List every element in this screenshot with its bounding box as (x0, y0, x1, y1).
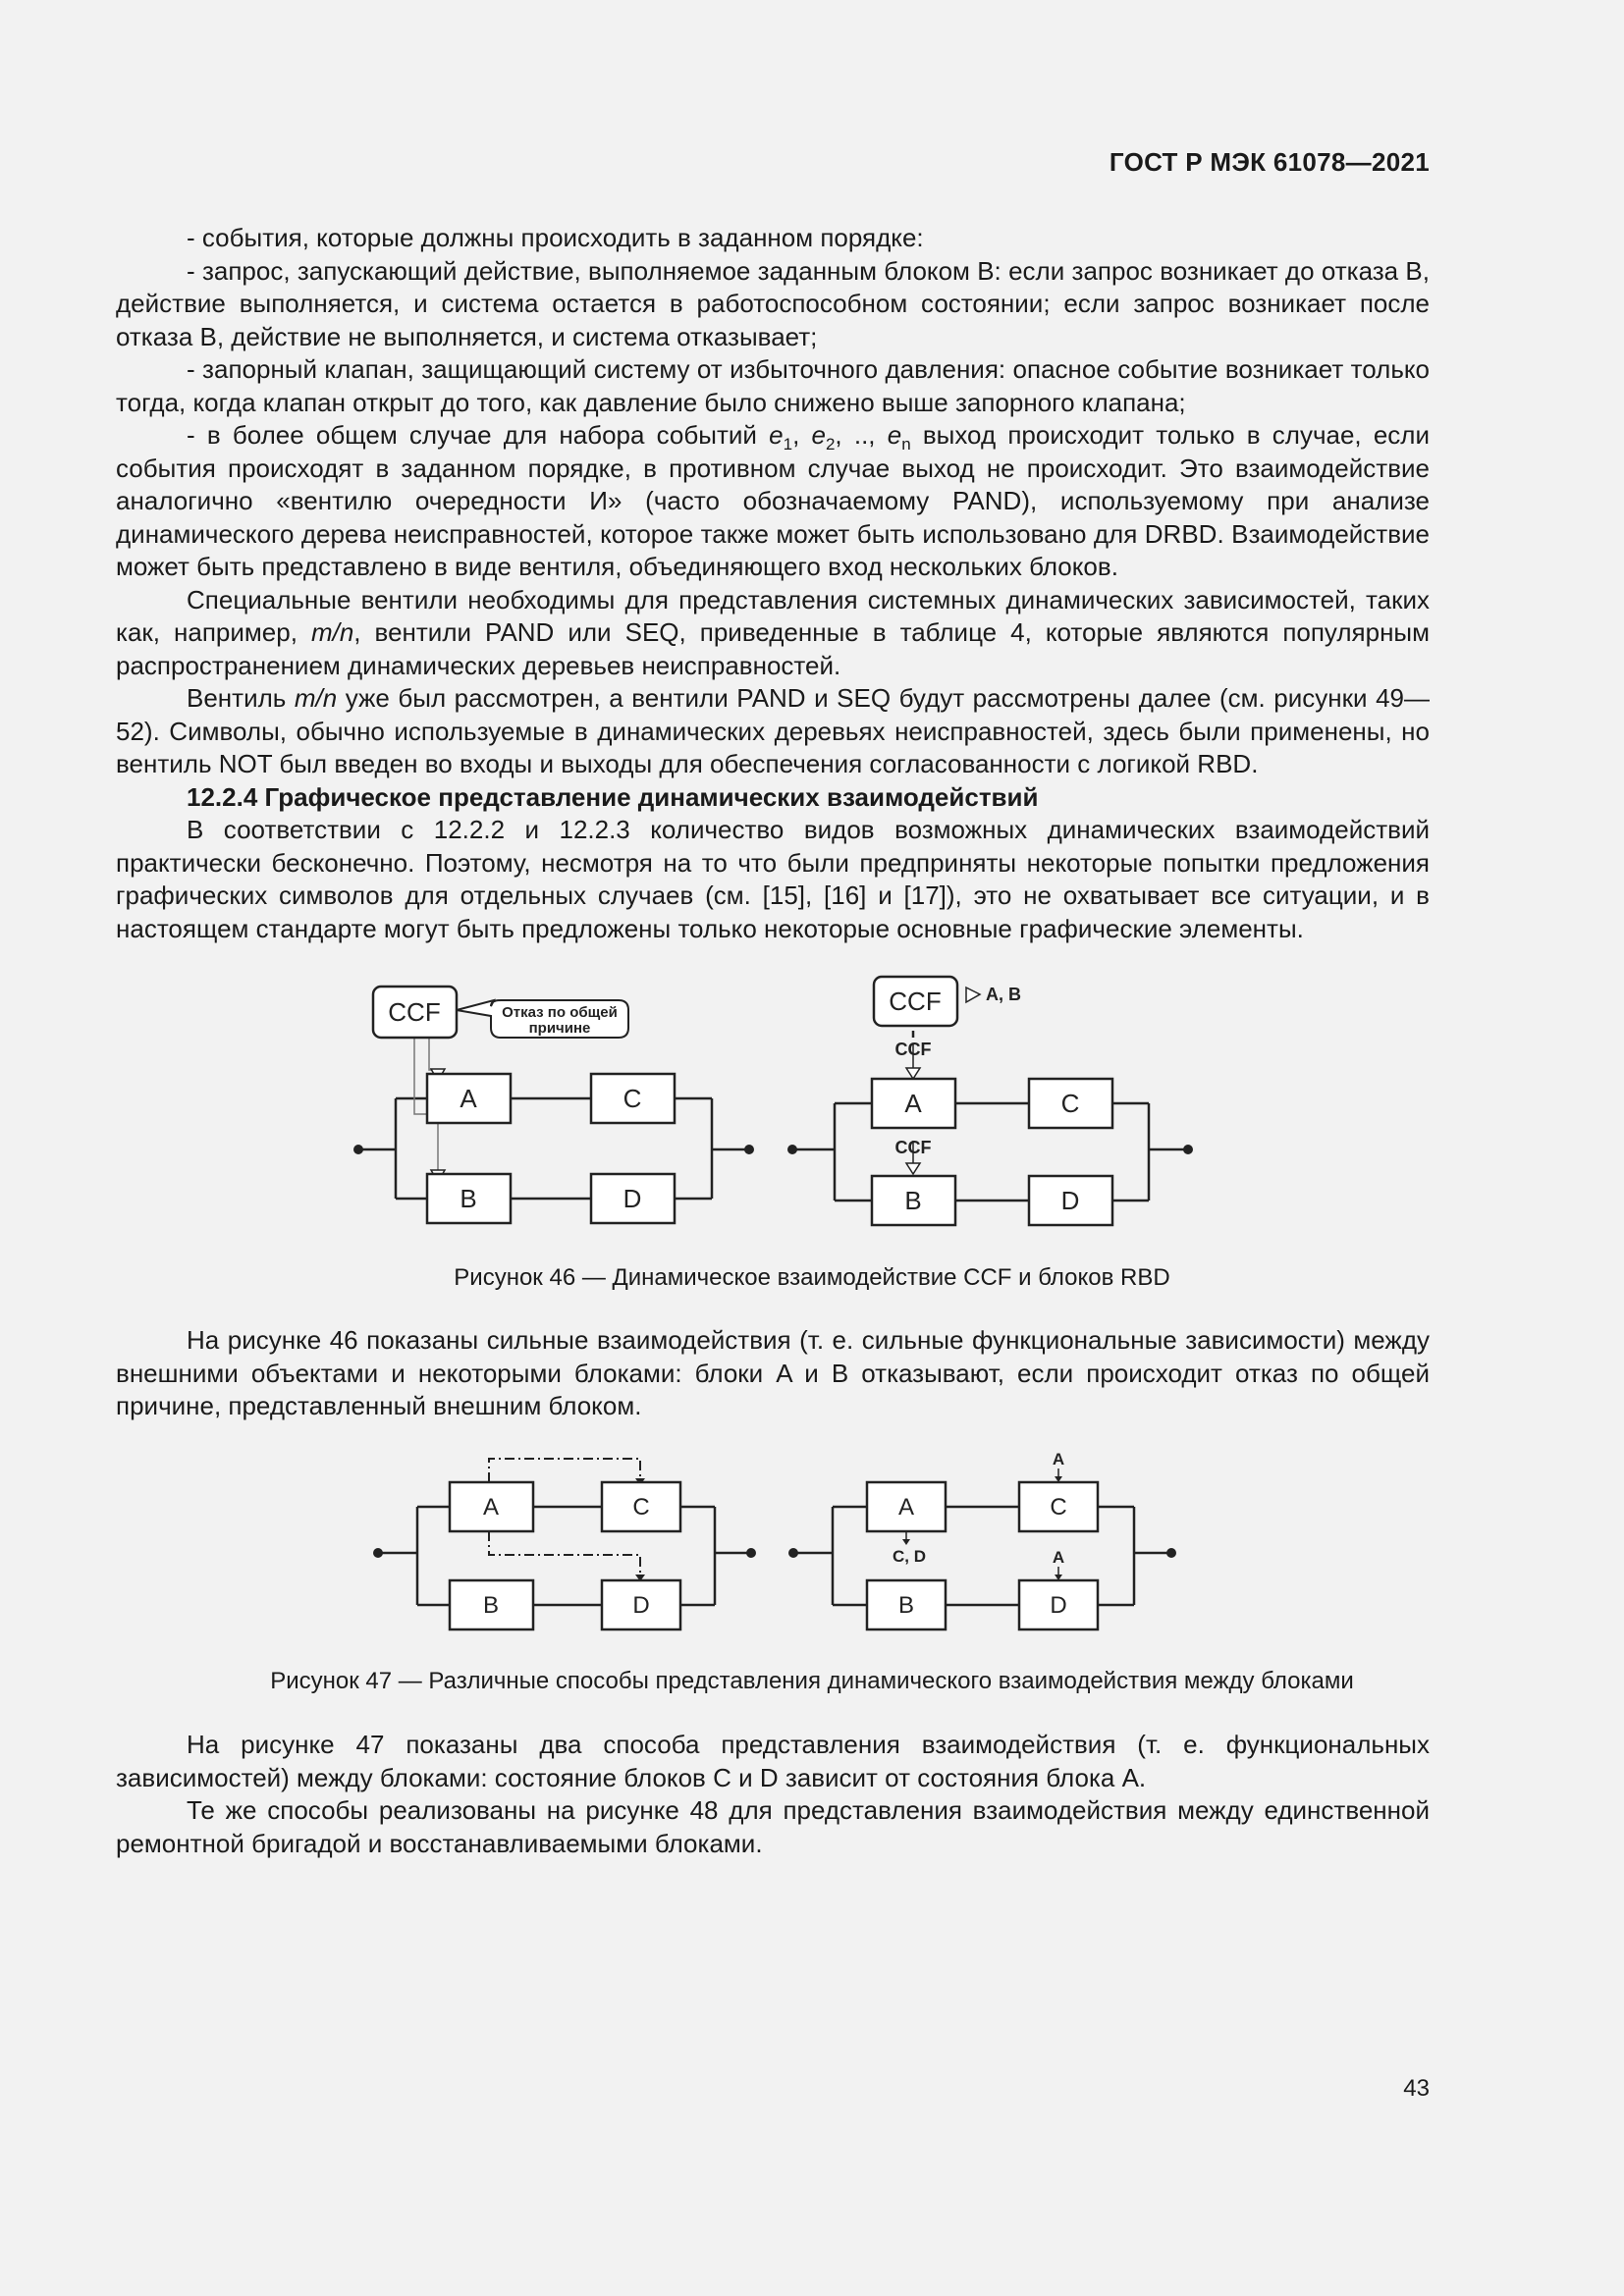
body-text (116, 222, 1430, 945)
paragraph: - в более общем случае для набора событий $e_1$, $e_2$, .., $e_n$ выход происходит только в случае, если события происходят в заданном порядке, в противном случае выход не происходит. Это взаимодействие аналогично «вентилю очередности И» (часто обозначаемому PAND), используемому при анализе динамического дерева неисправностей, которое также может быть использовано для DRBD. Взаимодействие может быть представлено в виде вентиля, объединяющего вход нескольких блоков. (116, 420, 1430, 581)
body-text (116, 1324, 1430, 1423)
block-d-label: D (623, 1184, 642, 1213)
paragraph: - запорный клапан, защищающий систему от избыточного давления: опасное событие возникает только тогда, когда клапан открыт до того, как давление было снижено выше запорного клапана; (116, 354, 1430, 417)
block-a-label: A (904, 1089, 922, 1118)
block-c-label: C (623, 1084, 642, 1113)
section-heading: 12.2.4 Графическое представление динамических взаимодействий (187, 781, 1039, 812)
block-d-label: D (1060, 1186, 1080, 1215)
page-number: 43 (1403, 2075, 1430, 2102)
paragraph: - события, которые должны происходить в заданном порядке: (187, 223, 924, 252)
ab-label: A, B (986, 985, 1021, 1004)
block-a-label: A (460, 1084, 477, 1113)
ccf-label: CCF (889, 987, 942, 1016)
dependency-label: A (1052, 1548, 1065, 1567)
dependency-label: C, D (893, 1547, 926, 1566)
paragraph: Специальные вентили необходимы для представления системных динамических зависимостей, таких как, например, m/n, вентили PAND или SEQ, приведенные в таблице 4, которые являются популярным распространением динамических деревьев неисправностей. (116, 584, 1430, 680)
paragraph: На рисунке 46 показаны сильные взаимодействия (т. е. сильные функциональные зависимости) между внешними объектами и некоторыми блоками: блоки A и B отказывают, если происходит отказ по общей причине, представленный внешним блоком. (116, 1325, 1430, 1420)
paragraph: На рисунке 47 показаны два способа представления взаимодействия (т. е. функциональных зависимостей) между блоками: состояние блоков C и D зависит от состояния блока A. (116, 1730, 1430, 1792)
block-b-label: B (460, 1184, 477, 1213)
document-header: ГОСТ Р МЭК 61078—2021 (1109, 147, 1430, 177)
block-c-label: C (1060, 1089, 1080, 1118)
block-c-label: C (632, 1494, 650, 1521)
ccf-label: CCF (388, 997, 441, 1027)
callout-text: причине (528, 1020, 591, 1037)
dependency-label: A (1052, 1450, 1065, 1468)
body-text (116, 1729, 1430, 1860)
figure-46-diagram (334, 967, 1218, 1232)
block-a-label: A (897, 1494, 915, 1521)
ccf-small-label: CCF (894, 1040, 932, 1059)
paragraph: В соответствии с 12.2.2 и 12.2.3 количество видов возможных динамических взаимодействий практически бесконечно. Поэтому, несмотря на то что были предприняты некоторые попытки предложения графических символов для отдельных случаев (см. [15], [16] и [17]), это не охватывает все ситуации, и в настоящем стандарте могут быть предложены только некоторые основные графические элементы. (116, 815, 1430, 943)
block-b-label: B (897, 1592, 915, 1619)
block-d-label: D (1050, 1592, 1067, 1619)
paragraph: Те же способы реализованы на рисунке 48 для представления взаимодействия между единственной ремонтной бригадой и восстанавливаемыми блоками. (116, 1795, 1430, 1858)
callout-text: Отказ по общей (502, 1004, 618, 1021)
block-a-label: A (482, 1494, 500, 1521)
ccf-small-label: CCF (894, 1138, 932, 1157)
paragraph: - запрос, запускающий действие, выполняемое заданным блоком B: если запрос возникает до отказа B, действие выполняется, и система остается в работоспособном состоянии; если запрос возникает после отказа B, действие не выполняется, и система отказывает; (116, 255, 1430, 351)
block-d-label: D (632, 1592, 650, 1619)
block-b-label: B (482, 1592, 500, 1619)
figure-47-caption: Рисунок 47 — Различные способы представления динамического взаимодействия между блоками (270, 1668, 1354, 1694)
block-c-label: C (1050, 1494, 1067, 1521)
figure-47-diagram (363, 1445, 1218, 1641)
paragraph: Вентиль m/n уже был рассмотрен, а вентили PAND и SEQ будут рассмотрены далее (см. рисунки 49—52). Символы, обычно используемые в динамических деревьях неисправностей, здесь были применены, но вентиль NOT был введен во входы и выходы для обеспечения согласованности с логикой RBD. (116, 683, 1430, 778)
block-b-label: B (904, 1186, 922, 1215)
figure-46-caption: Рисунок 46 — Динамическое взаимодействие CCF и блоков RBD (454, 1264, 1170, 1291)
